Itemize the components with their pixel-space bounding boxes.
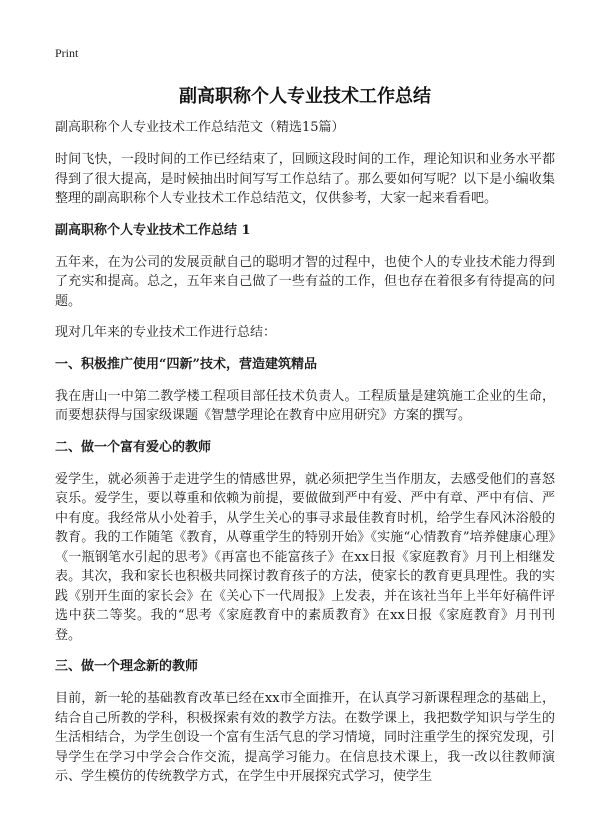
document-subtitle: 副高职称个人专业技术工作总结范文（精选15篇） [55, 120, 345, 135]
heading-2: 二、做一个富有爱心的教师 [55, 439, 212, 455]
paragraph-3: 我在唐山一中第二教学楼工程项目部任技术负责人。工程质量是建筑施工企业的生命，而要想获得与国家级课题《智慧学理论在教育中应用研究》方案的撰写。 [55, 388, 555, 423]
page-title: 副高职称个人专业技术工作总结 [179, 86, 431, 107]
paragraph-5: 目前，新一轮的基础教育改革已经在xx市全面推开，在认真学习新课程理念的基础上，结合自己所教的学科，积极探索有效的教学方法。在数学课上，我把数学知识与学生的生活相结合，为学生创设一个富有生活气息的学习情境，同时注重学生的探究发现，引导学生在学习中学会合作交流，提高学习能力。在信息技术课上，我一改以往教师演示、学生模仿的传统教学方式，在学生中开展探究式学习，使学生 [55, 691, 555, 784]
section-title: 副高职称个人专业技术工作总结 1 [55, 222, 251, 238]
intro-paragraph: 时间飞快，一段时间的工作已经结束了，回顾这段时间的工作，理论知识和业务水平都得到了很大提高，是时候抽出时间写写工作总结了。那么要如何写呢？以下是小编收集整理的副高职称个人专业技术工作总结范文，仅供参考，大家一起来看看吧。 [55, 152, 555, 206]
print-link[interactable]: Print [55, 46, 79, 60]
paragraph-4: 爱学生，就必须善于走进学生的情感世界，就必须把学生当作朋友，去感受他们的喜怒哀乐。爱学生，要以尊重和依赖为前提，要做做到严中有爱、严中有章、严中有信、严中有度。我经常从小处着手，从学生关心的事寻求最佳教育时机，给学生春风沐浴般的教育。我的工作随笔《教育，从尊重学生的特别开始》《实施“心情教育”培养健康心理》《一瓶钢笔水引起的思考》《再富也不能富孩子》在xx日报《家庭教育》月刊上相继发表。其次，我和家长也积极共同探讨教育孩子的方法，使家长的教育更具理性。我的实践《别开生面的家长会》在《关心下一代周报》上发表，并在该社当年上半年好稿件评选中获二等奖。我的“思考《家庭教育中的素质教育》在xx日报《家庭教育》月刊刊登。 [55, 471, 555, 643]
heading-1: 一、积极推广使用“四新”技术，营造建筑精品 [55, 356, 317, 372]
heading-3: 三、做一个理念新的教师 [55, 659, 199, 674]
paragraph-2: 现对几年来的专业技术工作进行总结： [55, 325, 277, 340]
document-body [55, 118, 555, 799]
paragraph-1: 五年来，在为公司的发展贡献自己的聪明才智的过程中，也使个人的专业技术能力得到了充实和提高。总之，五年来自己做了一些有益的工作，但也存在着很多有待提高的问题。 [55, 254, 555, 309]
